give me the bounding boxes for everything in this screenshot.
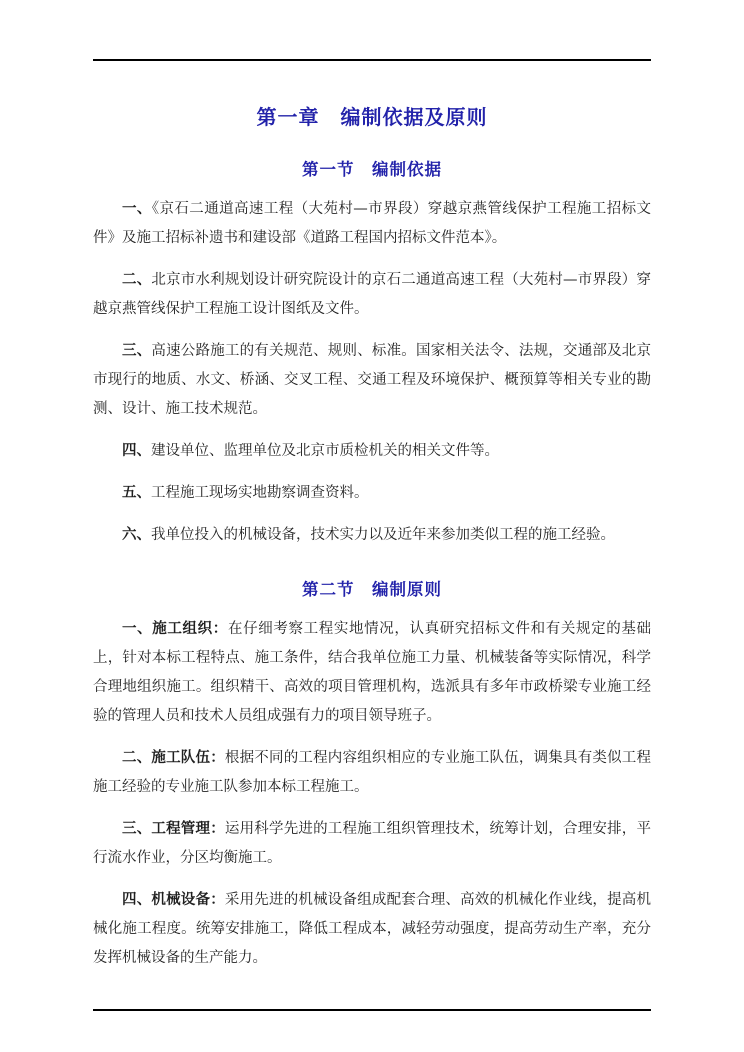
- paragraph-text: 工程施工现场实地勘察调查资料。: [151, 485, 369, 501]
- list-number: 三、: [122, 820, 152, 837]
- paragraph-lead: 机械设备：: [151, 891, 225, 908]
- principle-paragraph-1: [93, 614, 651, 731]
- section-title-principles: 第二节 编制原则: [302, 580, 442, 599]
- paragraph-text: 北京市水利规划设计研究院设计的京石二通道高速工程（大苑村—市界段）穿越京燕管线保护工程施工设计图纸及文件。: [93, 272, 652, 317]
- section-title-basis: 第一节 编制依据: [302, 160, 442, 179]
- paragraph-text: 我单位投入的机械设备，技术实力以及近年来参加类似工程的施工经验。: [151, 527, 615, 543]
- principle-paragraph-4: [93, 885, 651, 973]
- paragraph-text: 在仔细考察工程实地情况，认真研究招标文件和有关规定的基础上，针对本标工程特点、施工条件，结合我单位施工力量、机械装备等实际情况，科学合理地组织施工。组织精干、高效的项目管理机构，选派具有多年市政桥梁专业施工经验的管理人员和技术人员组成强有力的项目领导班子。: [93, 621, 652, 724]
- basis-paragraph-5: [93, 478, 651, 508]
- principle-paragraph-3: [93, 814, 651, 873]
- paragraph-text: 采用先进的机械设备组成配套合理、高效的机械化作业线，提高机械化施工程度。统筹安排施工，降低工程成本，减轻劳动强度，提高劳动生产率，充分发挥机械设备的生产能力。: [93, 892, 652, 966]
- paragraph-lead: 施工组织：: [152, 620, 228, 637]
- basis-paragraph-1: [93, 194, 651, 253]
- principle-paragraph-2: [93, 743, 651, 802]
- paragraph-lead: 工程管理：: [151, 820, 225, 837]
- list-number: 六、: [122, 526, 151, 543]
- list-number: 四、: [122, 442, 151, 459]
- list-number: 一、: [122, 620, 153, 637]
- list-number: 三、: [122, 342, 152, 359]
- paragraph-text: 根据不同的工程内容组织相应的专业施工队伍，调集具有类似工程施工经验的专业施工队参加本标工程施工。: [93, 750, 652, 795]
- list-number: 五、: [122, 484, 151, 501]
- footer-rule: [93, 1009, 651, 1011]
- basis-paragraph-3: [93, 336, 651, 424]
- basis-paragraph-2: [93, 265, 651, 324]
- list-number: 一、: [122, 200, 152, 217]
- list-number: 二、: [122, 749, 152, 766]
- basis-paragraph-6: [93, 520, 651, 550]
- paragraph-text: 运用科学先进的工程施工组织管理技术，统筹计划，合理安排，平行流水作业，分区均衡施工。: [93, 821, 652, 866]
- paragraph-text: 建设单位、监理单位及北京市质检机关的相关文件等。: [151, 443, 499, 459]
- paragraph-lead: 施工队伍：: [151, 749, 225, 766]
- chapter-title: 第一章 编制依据及原则: [256, 105, 488, 129]
- paragraph-text: 《京石二通道高速工程（大苑村—市界段）穿越京燕管线保护工程施工招标文件》及施工招标补遗书和建设部《道路工程国内招标文件范本》。: [93, 201, 652, 246]
- document-content: [93, 61, 651, 985]
- list-number: 二、: [122, 271, 152, 288]
- paragraph-text: 高速公路施工的有关规范、规则、标准。国家相关法令、法规，交通部及北京市现行的地质、水文、桥涵、交叉工程、交通工程及环境保护、概预算等相关专业的勘测、设计、施工技术规范。: [93, 343, 652, 417]
- list-number: 四、: [122, 891, 152, 908]
- basis-paragraph-4: [93, 436, 651, 466]
